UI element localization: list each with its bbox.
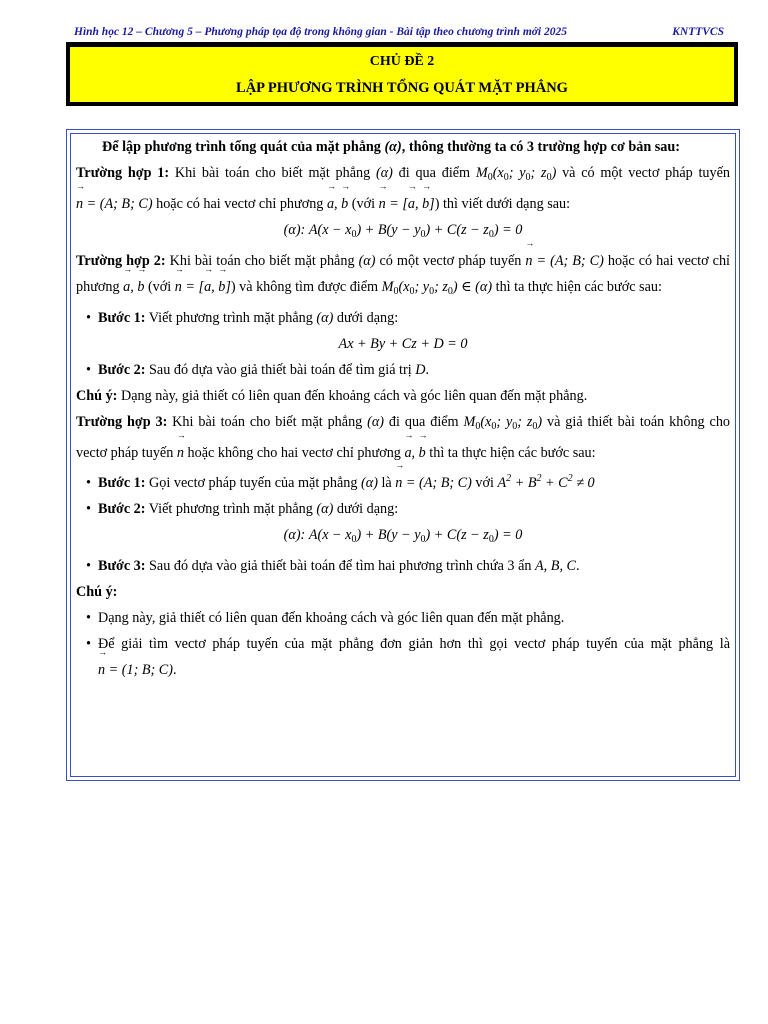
content-body bbox=[70, 133, 736, 777]
case2-step1: • Bước 1: Viết phương trình mặt phẳng (α) dưới dạng: bbox=[86, 310, 399, 326]
intro-paragraph: Để lập phương trình tổng quát của mặt phẳng (α), thông thường ta có 3 trường hợp cơ bản sau: bbox=[102, 139, 681, 155]
case3-step1: • Bước 1: Gọi vectơ pháp tuyến của mặt phẳng (α) là n → = (A; B; C) với $A^2 + B^2 + C^2 \ne 0$ bbox=[76, 466, 730, 496]
case3-step2-equation: (α): $A(x - x_0) + B(y - y_0) + C(z - z_0) = 0$ bbox=[283, 527, 523, 545]
case1-equation: (α): $A(x - x_0) + B(y - y_0) + C(z - z_0) = 0$ bbox=[283, 222, 523, 240]
running-header bbox=[66, 24, 738, 43]
case2-note-text: Dạng này, giả thiết có liên quan đến khoảng cách và góc liên quan đến mặt phẳng. bbox=[120, 388, 588, 404]
header-title: Hình học 12 – Chương 5 – Phương pháp tọa độ trong không gian - Bài tập theo chương trình mới 2025 bbox=[74, 26, 568, 38]
case2-note-label: Chú ý: bbox=[76, 388, 118, 404]
final-note-label: Chú ý: bbox=[76, 584, 118, 600]
case2-step2: • Bước 2: Sau đó dựa vào giả thiết bài toán để tìm giá trị D. bbox=[86, 362, 429, 378]
header-brand: KNTTVCS bbox=[672, 26, 724, 38]
topic-title-box bbox=[66, 43, 738, 106]
case3-paragraph: Trường hợp 3: Khi bài toán cho biết mặt phẳng (α) đi qua điểm $M_0(x_0$; $y_0$; $z_0$) và giả thiết bài toán không cho vectơ pháp tuyến n → hoặc không cho hai vectơ chỉ phương a →, b → thì ta thực hiện các bước sau: bbox=[76, 409, 730, 466]
case3-step2: • Bước 2: Viết phương trình mặt phẳng (α) dưới dạng: bbox=[86, 501, 399, 517]
case2-note bbox=[76, 383, 730, 409]
topic-number: CHỦ ĐỀ 2 bbox=[369, 54, 435, 69]
topic-title-inner bbox=[69, 46, 735, 103]
case2-paragraph: Trường hợp 2: Khi bài toán cho biết mặt phẳng (α) có một vectơ pháp tuyến n → = (A; B; C) hoặc có hai vectơ chỉ phương a →, b → (với n → = [a →, b →]) và không tìm được điểm $M_0(x_0$; $y_0$; $z_0$) ∈ (α) thì ta thực hiện các bước sau: bbox=[76, 248, 730, 305]
content-frame bbox=[66, 129, 740, 781]
final-note-item1: • Dạng này, giả thiết có liên quan đến khoảng cách và góc liên quan đến mặt phẳng. bbox=[86, 610, 565, 626]
case3-step3: • Bước 3: Sau đó dựa vào giả thiết bài toán để tìm hai phương trình chứa 3 ẩn A, B, C. bbox=[86, 558, 580, 574]
case1-paragraph: Trường hợp 1: Khi bài toán cho biết mặt phẳng (α) đi qua điểm $M_0(x_0$; $y_0$; $z_0$) và có một vectơ pháp tuyến n → = (A; B; C) hoặc có hai vectơ chỉ phương a →, b → (với n → = [a →, b →]) thì viết dưới dạng sau: bbox=[76, 160, 730, 217]
case2-step1-equation: Ax + By + Cz + D = 0 bbox=[338, 336, 468, 352]
final-note-item2: • Để giải tìm vectơ pháp tuyến của mặt phẳng đơn giản hơn thì gọi vectơ pháp tuyến của mặt phẳng là n → = (1; B; C). bbox=[76, 631, 730, 683]
topic-title: LẬP PHƯƠNG TRÌNH TỔNG QUÁT MẶT PHẲNG bbox=[236, 80, 568, 96]
final-note-item1-text: Dạng này, giả thiết có liên quan đến khoảng cách và góc liên quan đến mặt phẳng. bbox=[98, 610, 565, 626]
